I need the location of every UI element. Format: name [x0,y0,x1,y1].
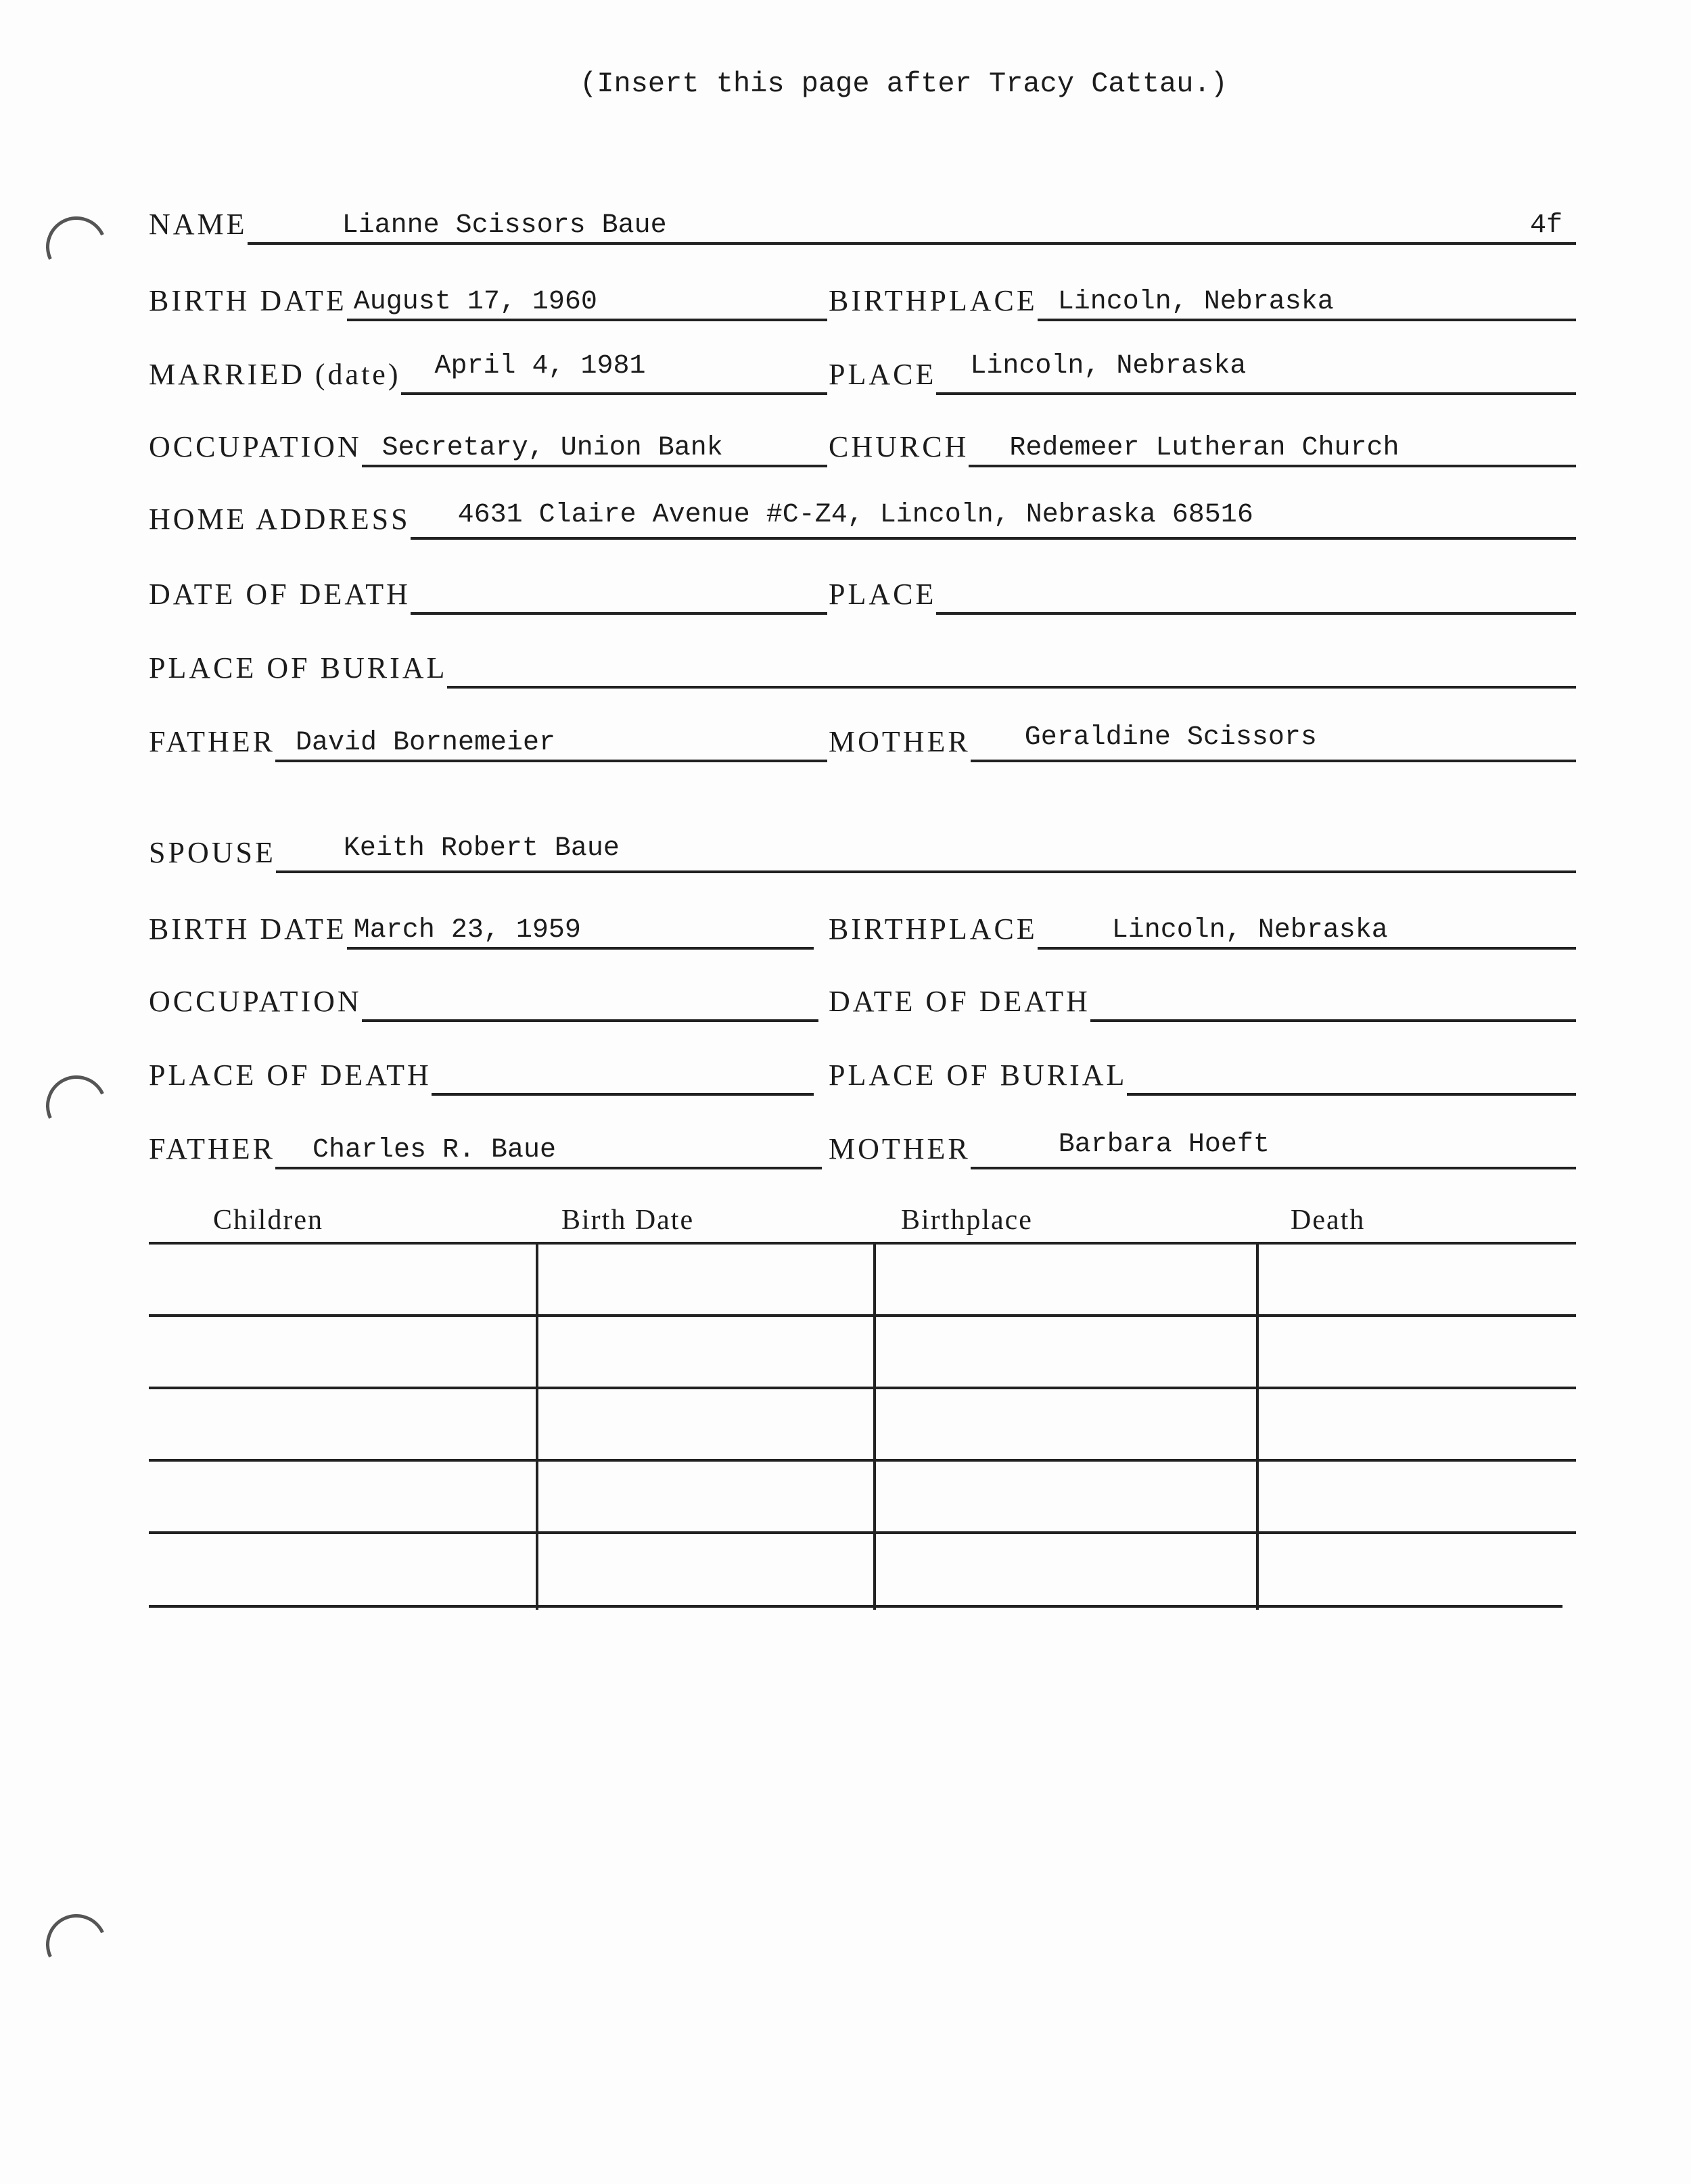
spouse-occupation-field [149,981,818,1022]
field-line [969,424,1576,467]
date-of-death-field [149,574,827,615]
field-label: PLACE OF BURIAL [149,651,448,684]
field-line [971,1126,1576,1169]
field-value: 4631 Claire Avenue #C-Z4, Lincoln, Nebraska 68516 [457,500,1253,530]
married-place-field [829,351,1576,395]
spouse-place-of-death-field [149,1055,814,1096]
field-label: DATE OF DEATH [149,578,411,611]
field-line [275,719,827,762]
place-of-burial-field [149,648,1576,689]
field-line [347,906,814,950]
field-value: Barbara Hoeft [1058,1130,1270,1160]
field-label: FATHER [149,1132,275,1165]
name-field [149,204,1576,245]
occupation-field [149,427,827,467]
field-value: March 23, 1959 [353,915,581,946]
field-value: August 17, 1960 [353,287,597,317]
column-header-birth-date: Birth Date [561,1205,695,1236]
table-row-rule [149,1387,1576,1389]
field-label: BIRTHPLACE [829,284,1038,317]
table-row-rule [149,1314,1576,1317]
field-label: BIRTH DATE [149,284,347,317]
field-line [971,719,1576,762]
birth-date-field [149,281,827,321]
field-line [1090,979,1576,1022]
column-header-birthplace: Birthplace [901,1205,1033,1236]
field-line [411,496,1576,540]
field-value: Lincoln, Nebraska [970,351,1247,381]
father-field [149,722,827,762]
field-line [1038,278,1576,321]
page-tag: 4f [1529,210,1562,241]
field-line [936,572,1576,615]
binder-hole [37,208,115,285]
field-value: David Bornemeier [295,728,556,758]
field-label: BIRTHPLACE [829,912,1038,946]
spouse-father-field [149,1129,822,1169]
field-label: CHURCH [829,430,969,463]
column-divider [1256,1243,1259,1610]
field-value: Lincoln, Nebraska [1057,287,1334,317]
field-line [1038,906,1576,950]
field-label: PLACE OF BURIAL [829,1059,1128,1092]
table-row-rule [149,1605,1562,1608]
spouse-birthplace-field [829,909,1576,950]
table-row-rule [149,1531,1576,1534]
field-value: Geraldine Scissors [1024,722,1317,753]
married-date-field [149,351,827,395]
field-label: HOME ADDRESS [149,503,411,536]
field-label: MOTHER [829,725,971,758]
field-value: Secretary, Union Bank [381,433,723,463]
field-label: PLACE OF DEATH [149,1059,432,1092]
table-rule [149,1242,1576,1245]
column-divider [873,1243,876,1610]
column-divider [536,1243,538,1610]
field-line [362,424,827,467]
field-line [432,1052,814,1096]
binder-hole [37,1905,115,1983]
field-label: DATE OF DEATH [829,985,1090,1018]
home-address-field [149,499,1576,540]
insert-note: (Insert this page after Tracy Cattau.) [580,68,1228,100]
spouse-birth-date-field [149,909,814,950]
field-label: BIRTH DATE [149,912,347,946]
mother-field [829,722,1576,762]
table-row-rule [149,1459,1576,1462]
column-header-death: Death [1291,1205,1366,1236]
spouse-place-of-burial-field [829,1055,1576,1096]
field-line [276,830,1576,873]
binder-hole [37,1067,115,1144]
field-line [401,352,828,395]
field-line [347,278,827,321]
field-label: OCCUPATION [149,430,362,463]
field-line [1127,1052,1576,1096]
field-value: Redemeer Lutheran Church [1009,433,1399,463]
birthplace-field [829,281,1576,321]
field-label: FATHER [149,725,275,758]
field-label: MARRIED (date) [149,358,401,391]
field-value: April 4, 1981 [434,351,646,381]
field-label: SPOUSE [149,836,276,869]
spouse-mother-field [829,1129,1576,1169]
field-label: MOTHER [829,1132,971,1165]
field-line [936,352,1576,395]
field-value: Lianne Scissors Baue [342,210,667,241]
field-label: OCCUPATION [149,985,362,1018]
field-label: PLACE [829,358,937,391]
field-value: Lincoln, Nebraska [1111,915,1388,946]
column-header-children: Children [213,1205,323,1236]
field-label: NAME [149,208,248,241]
field-line [275,1126,822,1169]
field-line [447,645,1576,689]
field-label: PLACE [829,578,937,611]
death-place-field [829,574,1576,615]
spouse-date-of-death-field [829,981,1576,1022]
field-value: Charles R. Baue [312,1135,557,1165]
field-line [362,979,818,1022]
field-value: Keith Robert Baue [343,833,620,864]
spouse-field [149,833,1576,873]
church-field [829,427,1576,467]
field-line [248,202,1576,245]
field-line [411,572,827,615]
